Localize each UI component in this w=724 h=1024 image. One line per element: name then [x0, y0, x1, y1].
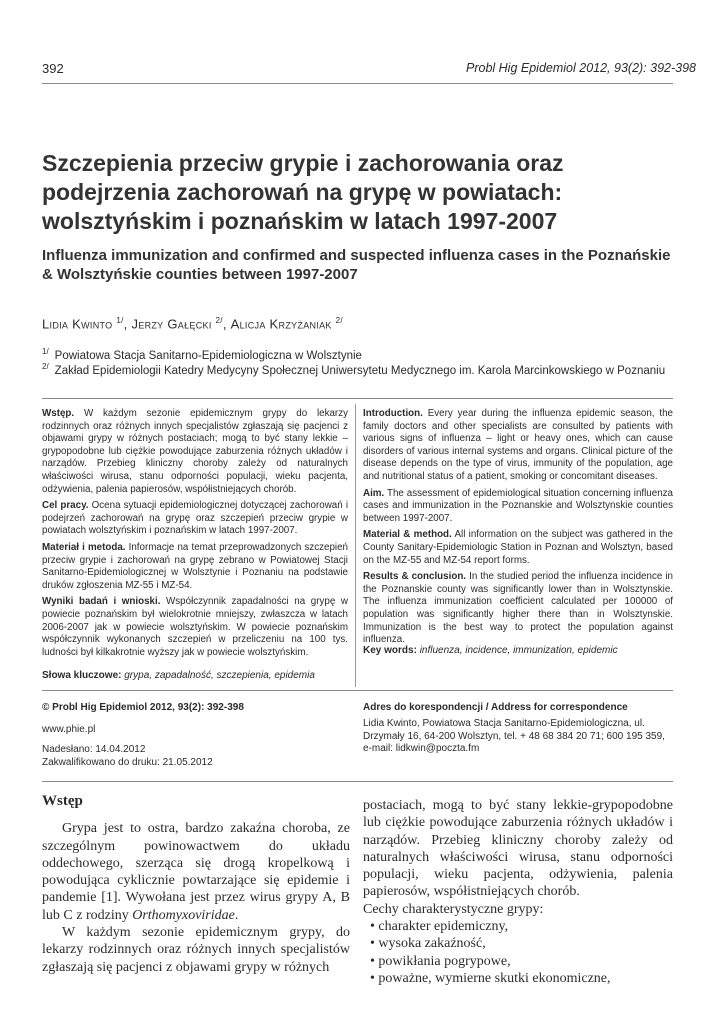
affiliation-text: Zakład Epidemiologii Katedry Medycyny Społecznej Uniwersytetu Medycznego im. Karola Marcinkowskiego w Poznaniu: [54, 364, 666, 377]
abstract-label: Results & conclusion.: [363, 571, 467, 583]
body-text: Grypa jest to ostra, bardzo zakaźna choroba, ze szczególnym powinowactwem do układu oddechowego, szerząca się drogą kropelkową i powodująca cyklicznie powtarzające się epidemie i pandemie [1]. Wywołana jest przez wirus grypy A, B lub C z rodziny: [42, 821, 350, 923]
received-date: Nadesłano: 14.04.2012: [42, 744, 146, 755]
section-heading: Wstęp: [42, 793, 83, 809]
abstract-label: Wstęp.: [42, 408, 75, 419]
author-affiliation-mark: 1/: [116, 316, 124, 325]
abstract-label: Aim.: [363, 487, 385, 499]
page-number: 392: [42, 61, 64, 76]
body-column-left: [42, 793, 350, 976]
correspondence-address: Lidia Kwinto, Powiatowa Stacja Sanitarno-Epidemiologiczna, ul. Drzymały 16, 64-200 Wolsztyn, tel. + 48 68 384 20 71; 600 195 359, e-mail: lidkwin@poczta.fm: [363, 718, 665, 754]
abstract-divider: [42, 398, 673, 399]
affiliation-text: Powiatowa Stacja Sanitarno-Epidemiologiczna w Wolsztynie: [54, 349, 362, 362]
abstract-text: Współczynnik zapadalności na grypę w powiecie poznańskim był wielokrotnie mniejszy, zwłaszcza w latach 2006-2007 jak w powiecie wolsztyńskim. W powiecie poznańskim współczynnik wykonanych szczepień w przeliczeniu na 100 tys. ludności był kilkakrotnie wyższy jak w powiecie wolsztyńskim.: [42, 596, 348, 658]
abstract-paragraph: [363, 488, 673, 526]
affiliation: [42, 347, 362, 362]
virus-family-name: Orthomyxoviridae: [132, 907, 235, 923]
keywords-label: Key words:: [363, 645, 417, 656]
author-name: Lidia Kwinto: [42, 316, 113, 332]
author-list: Lidia Kwinto $^{1/}$, Jerzy Gałęcki $^{2/}$, Alicja Krzyżaniak $^{2/}$: [42, 316, 343, 332]
list-item: • powikłania pogrypowe,: [363, 953, 673, 970]
abstract-label: Wyniki badań i wnioski.: [42, 596, 161, 608]
abstract-paragraph: [42, 542, 348, 592]
running-head: Probl Hig Epidemiol 2012, 93(2): 392-398: [466, 61, 696, 75]
abstract-text: All information on the subject was gathered in the County Sanitary-Epidemiologic Station in Poznan and Wolsztyn, based on the MZ-55 and MZ-54 report forms.: [363, 529, 673, 566]
author-name: Alicja Krzyżaniak: [230, 316, 332, 332]
header-divider: [42, 83, 673, 84]
author-name: Jerzy Gałęcki: [131, 316, 212, 332]
keywords-text: influenza, incidence, immunization, epidemic: [419, 645, 618, 656]
article-title-english: Influenza immunization and confirmed and suspected influenza cases in the Poznańskie & Wolsztyńskie counties between 1997-2007: [42, 247, 671, 283]
abstract-paragraph: [42, 500, 348, 538]
abstract-paragraph: [42, 596, 348, 659]
author-affiliation-mark: 2/: [335, 316, 343, 325]
abstract-english: [363, 408, 673, 651]
abstract-text: The assessment of epidemiological situation concerning influenza cases and immunization in the Poznanskie and Wolsztynskie counties between 1997-2007.: [363, 487, 673, 524]
article-title-polish: Szczepienia przeciw grypie i zachorowania oraz podejrzenia zachorowań na grypę w powiatach: wolsztyńskim i poznańskim w latach 1997-2007: [42, 150, 564, 234]
abstract-text: Ocena sytuacji epidemiologicznej dotyczącej zachorowań i podejrzeń zachorowań na grypę oraz szczepień przeciw grypie w powiatach wolsztyńskim i poznańskim w latach 1997-2007.: [42, 500, 348, 537]
list-item: • charakter epidemiczny,: [363, 918, 673, 935]
meta-divider: [42, 690, 673, 691]
abstract-paragraph: [363, 529, 673, 567]
affiliation-mark: 1/: [42, 347, 49, 356]
abstract-label: Cel pracy.: [42, 500, 89, 512]
abstract-text: Every year during the influenza epidemic season, the family doctors and other specialists are consulted by patients with various signs of influenza – light or heavy ones, which can cause disorders of various internal systems and organs. Clinical picture of the disease depends on the type of virus, immunity of the population, age and nutritional status of a patient, smoking or concomitant diseases.: [363, 408, 673, 482]
feature-list: [363, 918, 673, 987]
keywords-english: [363, 645, 618, 656]
body-paragraph: postaciach, mogą to być stany lekkie-grypopodobne lub ciężkie powodujące zaburzenia różnych układów i narządów. Przebieg kliniczny choroby zależy od naturalnych właściwości wirusa, stanu odporności populacji, wieku pacjenta, odżywienia, palenia papierosów, współistniejących chorób.: [363, 798, 673, 900]
affiliation: [42, 362, 665, 377]
abstract-label: Material & method.: [363, 529, 452, 541]
copyright-line: © Probl Hig Epidemiol 2012, 93(2): 392-398: [42, 702, 244, 713]
body-paragraph: [42, 820, 350, 924]
affiliation-mark: 2/: [42, 362, 49, 371]
keywords-label: Słowa kluczowe:: [42, 670, 122, 681]
list-item: • poważne, wymierne skutki ekonomiczne,: [363, 970, 673, 987]
abstract-text: W każdym sezonie epidemicznym grypy do lekarzy rodzinnych oraz różnych innych specjalistów zgłaszają się pacjenci z objawami grypy w różnych postaciach; mogą to być stany lekkie – grypopodobne lub ciężkie powodujące zaburzenia różnych układów i narządów. Przebieg kliniczny choroby zależy od naturalnych właściwości wirusa, stanu odporności populacji, wieku pacjenta, odżywienia, palenia papierosów, współistniejących chorób.: [42, 408, 348, 495]
body-paragraph: W każdym sezonie epidemicznym grypy, do lekarzy rodzinnych oraz różnych innych specjalistów zgłaszają się pacjenci z objawami grypy w różnych: [42, 925, 350, 975]
keywords-text: grypa, zapadalność, szczepienia, epidemia: [124, 670, 315, 681]
body-column-right: [363, 797, 673, 987]
sentence-end: .: [234, 907, 239, 923]
body-divider: [42, 781, 673, 782]
abstract-text: Informacje na temat przeprowadzonych szczepień przeciw grypie i zachorowań na grypę zebrano w Powiatowej Stacji Sanitarno-Epidemiologicznej w Wolsztynie i Poznaniu na podstawie druków zgłoszenia MZ-55 i MZ-54.: [42, 541, 348, 591]
correspondence-heading: Adres do korespondencji / Address for correspondence: [363, 702, 628, 713]
abstract-text: In the studied period the influenza incidence in the Poznanskie county was significantly lower than in Wolsztynskie. The influenza immunization coefficient calculated per 100000 of population was significantly higher there than in Wolsztynskie. Immunization is the best way to protect the population against influenza.: [363, 571, 673, 646]
abstract-paragraph: [363, 571, 673, 647]
abstract-label: Introduction.: [363, 408, 423, 419]
abstract-label: Materiał i metoda.: [42, 541, 126, 553]
abstract-column-divider: [355, 404, 356, 687]
list-intro: Cechy charakterystyczne grypy:: [363, 901, 544, 917]
abstract-paragraph: [42, 408, 348, 496]
abstract-polish: [42, 408, 348, 663]
author-affiliation-mark: 2/: [215, 316, 223, 325]
list-item: • wysoka zakaźność,: [363, 935, 673, 952]
keywords-polish: [42, 670, 315, 681]
journal-website-link[interactable]: www.phie.pl: [42, 724, 96, 735]
abstract-paragraph: [363, 408, 673, 484]
accepted-date: Zakwalifikowano do druku: 21.05.2012: [42, 757, 213, 768]
